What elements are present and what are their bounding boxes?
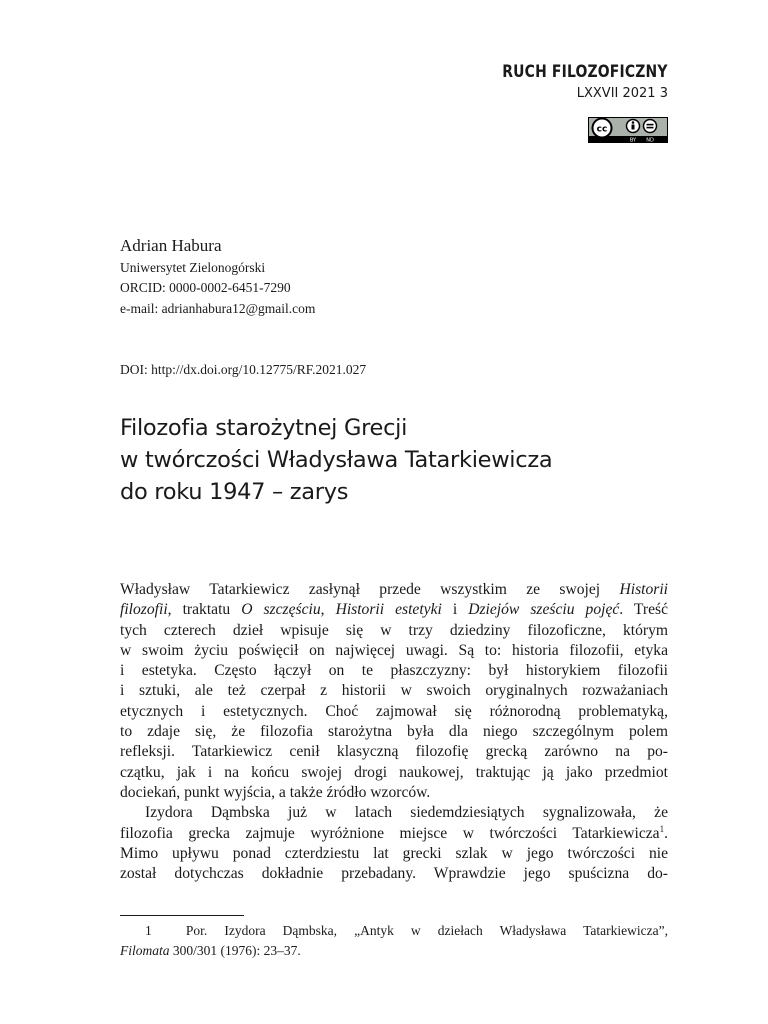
- body-line: Mimo upływu ponad czterdziestu lat grecki szlak w jego twórczości nie: [120, 844, 668, 862]
- title-line: Filozofia starożytnej Grecji: [120, 415, 408, 441]
- footnote-line: 1 Por. Izydora Dąmbska, „Antyk w dziełach Władysława Tatarkiewicza”,: [145, 923, 668, 938]
- author-email[interactable]: e-mail: adrianhabura12@gmail.com: [120, 301, 316, 316]
- body-line: filozofii, traktatu O szczęściu, Historii estetyki i Dziejów sześciu pojęć. Treść: [120, 601, 669, 619]
- journal-name: RUCH FILOZOFICZNY: [502, 62, 668, 82]
- body-line: w swoim życiu poświęcił on najwięcej uwagi. Są to: historia filozofii, etyka: [120, 641, 668, 659]
- cc-license-badge[interactable]: [588, 117, 668, 143]
- nd-label: ND: [646, 137, 654, 143]
- footnote: [120, 921, 668, 961]
- journal-issue: LXXVII 2021 3: [576, 86, 668, 101]
- footnote-rule: [120, 915, 244, 916]
- body-line: etycznych i estetycznych. Choć zajmował się różnorodną problematyką,: [120, 702, 668, 720]
- by-icon: [627, 120, 640, 133]
- author-affiliation: Uniwersytet Zielonogórski: [120, 260, 266, 275]
- body-line: został dotychczas dokładnie przebadany. Wprawdzie jego spuścizna do-: [120, 865, 668, 883]
- footnote-ref[interactable]: 1: [659, 823, 665, 834]
- body-line: tych czterech dzieł wpisuje się w trzy dziedziny filozoficzne, którym: [120, 621, 668, 639]
- doi-link[interactable]: DOI: http://dx.doi.org/10.12775/RF.2021.027: [120, 362, 367, 377]
- svg-text:cc: cc: [596, 124, 608, 135]
- nd-icon: [644, 120, 657, 133]
- title-line: w twórczości Władysława Tatarkiewicza: [120, 447, 553, 473]
- cc-icon: [593, 119, 612, 138]
- article-body: [120, 580, 668, 884]
- title-line: do roku 1947 – zarys: [120, 479, 349, 505]
- body-line: i sztuki, ale też czerpał z historii w swoich oryginalnych rozważaniach: [120, 682, 668, 700]
- body-line: dociekań, punkt wyjścia, a także źródło wzorców.: [120, 783, 431, 801]
- article-title: [120, 412, 552, 508]
- footnote-line: Filomata 300/301 (1976): 23–37.: [120, 943, 301, 958]
- author-orcid[interactable]: ORCID: 0000-0002-6451-7290: [120, 280, 291, 295]
- body-line: refleksji. Tatarkiewicz cenił klasyczną filozofię grecką zarówno na po-: [120, 743, 668, 761]
- body-line: czątku, jak i na końcu swojej drogi naukowej, traktując ją jako przedmiot: [120, 763, 668, 781]
- author-name: Adrian Habura: [120, 236, 222, 255]
- body-line: Władysław Tatarkiewicz zasłynął przede wszystkim ze swojej Historii: [120, 581, 668, 598]
- body-line: Izydora Dąmbska już w latach siedemdziesiątych sygnalizowała, że: [145, 804, 668, 822]
- body-line: to zdaje się, że filozofia starożytna była dla niego szczególnym polem: [120, 723, 668, 741]
- by-label: BY: [629, 137, 637, 143]
- body-line: filozofia grecka zajmuje wyróżnione miejsce w twórczości Tatarkiewicza$^1$.: [120, 823, 668, 842]
- footnote-number: 1: [145, 923, 152, 938]
- body-line: i estetyka. Często łączył on te płaszczyzny: był historykiem filozofii: [120, 662, 668, 680]
